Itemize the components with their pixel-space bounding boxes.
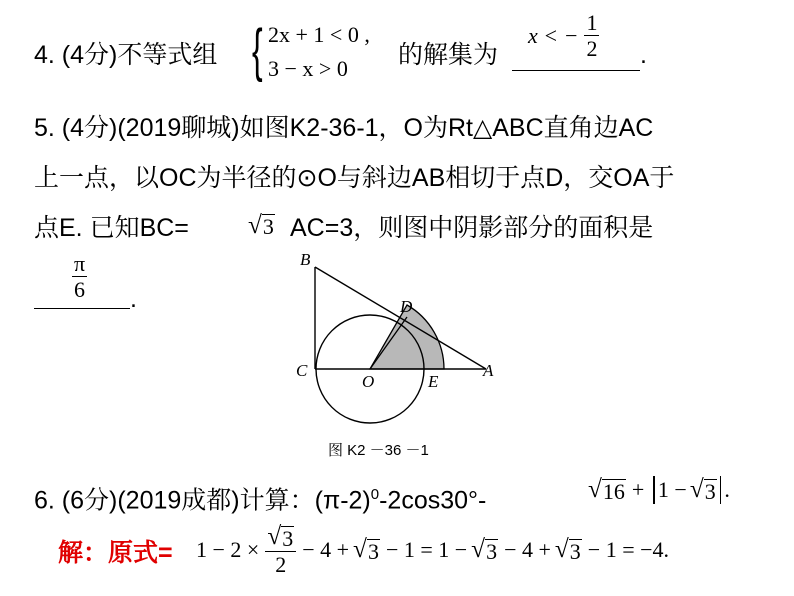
q5-line-1: 5. (4分)(2019聊城)如图K2-36-1，O为Rt△ABC直角边AC [34,114,654,142]
q5-answer-blank [34,308,130,309]
label-a: A [483,361,494,380]
q4-text-before: 4. (4分)不等式组 [34,41,218,69]
q6-expression: √ 16 + 1 − √ 3 . [588,475,730,504]
q5-answer-den: 6 [74,277,86,302]
q5-line-3a: 点E. 已知BC= [34,214,189,242]
q4-answer-blank [512,70,640,71]
q4-answer-den: 2 [586,36,598,61]
q5-answer-num: π [74,251,86,276]
q4-answer-prefix: x < − [528,23,579,48]
system-brace: { [252,18,263,83]
geometry-figure [290,245,510,465]
q5-line-2: 上一点，以OC为半径的⊙O与斜边AB相切于点D，交OA于 [34,164,675,192]
q6-sqrt16: √ 16 [588,475,625,504]
solution-expression: 1 − 2 × √ 3 2 − 4 + √ 3 − 1 = 1 − √ 3 − 4 + √ 3 − 1 = −4. [196,522,670,577]
q5-line-3b: AC=3，则图中阴影部分的面积是 [290,214,654,242]
label-d: D [400,297,413,316]
q6-sqrt3: √ 3 [689,475,716,504]
system-line-1: 2x + 1 < 0 , [268,22,370,47]
q4-answer-num: 1 [586,10,598,35]
solution-fraction: √ 3 2 [265,524,296,575]
abs-bar-right [720,476,722,504]
q5-end: . [130,285,137,313]
q4-end: . [640,41,647,69]
q4-answer-fraction [584,12,599,60]
solution-label: 解：原式= [58,539,173,567]
q5-answer [72,253,87,301]
q4-text-after: 的解集为 [398,41,499,69]
abs-bar-left [653,476,655,504]
label-c: C [296,361,308,380]
figure-caption: 图 K2 －36 －1 [328,442,429,459]
label-b: B [300,250,311,269]
label-e: E [428,372,439,391]
system-line-2: 3 − x > 0 [268,56,348,81]
q5-sqrt3: √ 3 [248,211,274,240]
label-o: O [362,372,375,391]
q6-text: 6. (6分)(2019成都)计算：$(\pi-2)^0-2\cos 30^\circ-$ [34,486,487,515]
q4-answer [528,12,599,60]
